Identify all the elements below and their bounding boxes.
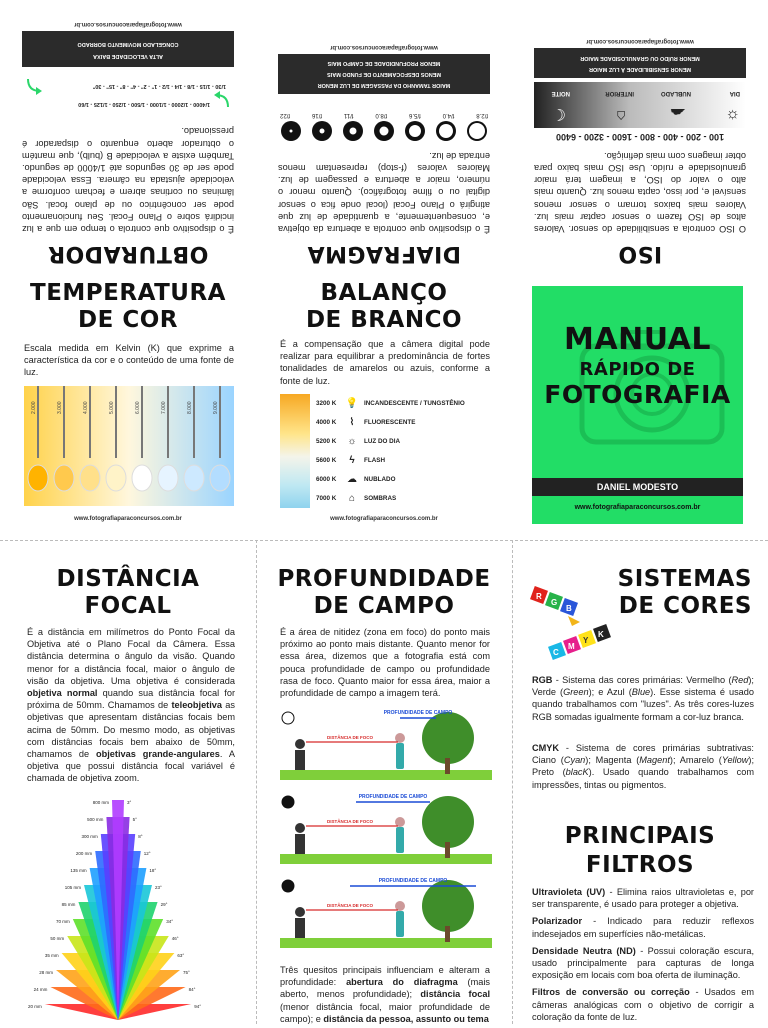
filter-name: Polarizador — [532, 916, 583, 927]
rgb-red: Red — [731, 675, 749, 685]
focal-length-label: 135 mm — [70, 868, 87, 873]
angle-label: 3° — [127, 800, 132, 805]
filter-item — [532, 886, 754, 910]
diafragma-bar-row2: MENOS DESFOCAMENTO DE FUNDO MAIS — [327, 70, 441, 77]
filter-name: Filtros de conversão ou correção — [532, 987, 690, 998]
wb-label: FLASH — [364, 457, 385, 464]
profundidade-bold-abertura: abertura do diafragma — [346, 977, 458, 988]
iso-label-dia: DIA — [729, 89, 740, 96]
cloud-icon: ☁ — [670, 104, 686, 122]
profundidade-bold-distancia-focal: distância focal — [420, 989, 490, 1000]
iso-title: ISO — [617, 241, 663, 266]
distancia-text — [27, 626, 235, 785]
cover-panel — [532, 286, 743, 524]
sistemas-title-line2: DE CORES — [618, 593, 752, 619]
diafragma-text: É o dispositivo que controla a abertura da objetiva e, consequentemente, a quantidade de luz que atingirá o Plano Focal (local onde fica o sensor digital ou o filme fotográfico). Quanto menor o número, maior a abertura e passagem de luz. Maiores valores (f-stop) representam menos entrada de luz. — [278, 150, 490, 234]
obturador-url: www.fotografiaparaconcursos.com.br — [74, 21, 182, 28]
wb-kelvin: 7000 K — [316, 495, 337, 502]
focus-distance-label: DISTÂNCIA DE FOCO — [326, 903, 374, 908]
kelvin-label: 3.000 — [57, 401, 63, 414]
shutter-arrows-graphic — [22, 73, 234, 113]
fstop-labels — [278, 112, 490, 118]
fstop-label: f/2.8 — [476, 111, 488, 118]
obturador-text: É o dispositivo que controla o tempo em que a luz incidirá sobre o Plano Focal. Seu funcionamento pode ser concêntrico ou de plano focal. São lâminas ou cortinas abrem e fecham conforme a velocidade ajustada na câmera. Essa velocidade pode ser de 30 segundos até 1/4000 de segundo. Também existe a velocidade B (bulb), que mantém o obturador aberto enquanto o disparador é pressionado. — [22, 126, 234, 234]
focal-length-label: 85 mm — [61, 902, 76, 907]
sistemas-title-line1: SISTEMAS — [617, 566, 752, 592]
cmyk-cube — [563, 636, 581, 654]
balanco-title-line1: BALANÇO — [320, 280, 448, 306]
shutter-speed-scale — [22, 73, 234, 113]
aperture-icon — [404, 120, 426, 142]
angle-label: 8° — [138, 834, 143, 839]
angle-label: 5° — [132, 817, 137, 822]
filter-desc: - Possui coloração escura, usado principalmente para capturas de longa exposição em locais com boa oferta de iluminação. — [532, 945, 755, 981]
bulb-icon: 💡 — [345, 398, 359, 409]
kelvin-label: 4.000 — [83, 401, 89, 414]
cube-letter: C — [553, 648, 559, 657]
angle-label: 34° — [166, 919, 174, 924]
balanco-url: www.fotografiaparaconcursos.com.br — [330, 516, 438, 522]
distancia-bold-tele: teleobjetiva — [171, 700, 223, 711]
fluorescent-icon: ⌇ — [349, 417, 355, 428]
wb-kelvin: 5600 K — [316, 457, 337, 464]
conversion-arrow-icon — [568, 616, 580, 626]
wb-list — [316, 394, 506, 508]
iso-label-nublado: NUBLADO — [661, 89, 691, 96]
fstop-label: f/22 — [280, 111, 291, 118]
iso-scale: 100 - 200 - 400 - 800 - 1600 - 3200 - 6400 — [555, 131, 725, 142]
profundidade-text2 — [280, 964, 490, 1025]
wb-kelvin: 5200 K — [316, 438, 337, 445]
profundidade-text: É a área de nitidez (zona em foco) do ponto mais próximo ao ponto mais distante. Quanto menor for essa área, dizemos que a fotografia está com pouca profundidade de campo ou profundidade rasa de foco. Quanto maior for essa área, maior a profundidade de campo a imagem terá. — [280, 627, 490, 699]
angle-label: 23° — [155, 885, 162, 890]
wb-gradient-bar — [280, 394, 310, 508]
cube-letter: R — [536, 592, 542, 601]
cmyk-text-e: ). Usado quando trabalhamos com impressões, tintas ou pigmentos. — [532, 767, 754, 790]
rgb-blue: Blue — [631, 687, 651, 698]
dof-diagrams — [280, 708, 492, 960]
angle-label: 63° — [177, 953, 185, 958]
dof-diagram — [280, 708, 492, 788]
cube-letter: G — [551, 598, 558, 607]
cover-title-line2: RÁPIDO DE — [579, 359, 696, 380]
balanco-title-line2: DE BRANCO — [305, 307, 463, 333]
dof-diagram — [280, 792, 492, 872]
angle-label: 18° — [149, 868, 157, 873]
cmyk-black: blacK — [565, 767, 589, 778]
filter-desc: - Elimina raios ultravioletas e, por ser transparente, é usado para proteger a objetiva. — [532, 887, 754, 910]
speeds-bottom: 1/30 - 1/15 - 1/8 - 1/4 - 1/2 - 1" - 2" - 4" - 8" - 15" - 30" — [92, 83, 226, 90]
profundidade-title-line1: PROFUNDIDADE — [277, 566, 491, 592]
cube-letter: Y — [583, 636, 589, 645]
temperatura-text: Escala medida em Kelvin (K) que exprime a característica da cor e o conteúdo de uma fonte de luz. — [24, 343, 234, 378]
filters-list — [532, 886, 754, 1028]
rgb-text — [532, 674, 754, 723]
fstop-label: f/5.6 — [409, 111, 421, 118]
profundidade-text2-d: (menor distância focal, maior profundidade de campo); e — [280, 1001, 490, 1024]
distancia-title-line2: FOCAL — [84, 593, 172, 619]
cmyk-cyan: Cyan — [563, 755, 586, 766]
kelvin-label: 2.000 — [31, 401, 37, 414]
kelvin-label: 7.000 — [161, 401, 167, 414]
wb-item — [316, 470, 506, 489]
cmyk-cube — [548, 642, 566, 660]
cube-letter: M — [568, 642, 575, 651]
panel-obturador — [0, 0, 256, 270]
aperture-icon — [280, 120, 302, 142]
cube-letter: B — [566, 604, 572, 613]
iso-label-interior: INTERIOR — [605, 89, 634, 96]
focal-length-label: 300 mm — [81, 834, 98, 839]
kelvin-bulbs-graphic — [24, 386, 234, 506]
sun-icon: ☼ — [725, 106, 740, 124]
fstop-label: f/16 — [311, 111, 322, 118]
kelvin-bulb — [210, 386, 230, 491]
diafragma-title: DIAFRAGMA — [307, 241, 461, 266]
fstop-label: f/11 — [343, 111, 354, 118]
focus-distance-label: DISTÂNCIA DE FOCO — [326, 819, 374, 824]
cmyk-text-c: ); Amarelo ( — [669, 755, 722, 766]
aperture-row — [278, 120, 490, 142]
aperture-icon — [373, 120, 395, 142]
filter-name: Ultravioleta (UV) — [532, 887, 606, 897]
bulbs-svg — [24, 386, 234, 506]
diafragma-bar-row1: MAIOR TAMANHO DA PASSAGEM DE LUZ MENOR — [317, 81, 451, 88]
rgb-label: RGB — [532, 675, 553, 685]
filter-name: Densidade Neutra (ND) — [532, 945, 636, 956]
filter-item — [532, 915, 754, 939]
wb-item — [316, 432, 506, 451]
aperture-icon — [311, 120, 333, 142]
balanco-text: É a compensação que a câmera digital pode realizar para equilibrar a predominância de fortes tonalidades de amarelos ou azuis, conforme a fonte de luz. — [280, 339, 490, 386]
sun-icon: ☼ — [347, 436, 357, 447]
wb-label: INCANDESCENTE / TUNGSTÊNIO — [364, 400, 465, 407]
wb-label: SOMBRAS — [364, 495, 397, 502]
profundidade-title-line2: DE CAMPO — [313, 593, 455, 619]
panel-iso — [512, 0, 768, 270]
cmyk-cube — [593, 624, 611, 642]
filter-desc: - Indicado para reduzir reflexos indesejados em superfícies não-metálicas. — [532, 916, 754, 939]
wb-kelvin: 6000 K — [316, 476, 337, 483]
distancia-text-d: as objetivas que apresentam distâncias focais bem acima de 50mm. Do mesmo modo, as objetivas com distâncias focais bem abaixo de 50mm, chamamos de — [27, 700, 235, 760]
row-divider — [0, 540, 768, 541]
obturador-title: OBTURADOR — [47, 241, 209, 266]
dof-label: PROFUNDIDADE DE CAMPO — [383, 710, 453, 716]
profundidade-bold-distancia-pessoa: distância da pessoa, assunto ou tema — [323, 1013, 489, 1024]
aperture-icon — [466, 120, 488, 142]
house-icon: ⌂ — [616, 106, 626, 124]
temperatura-url: www.fotografiaparaconcursos.com.br — [74, 516, 182, 522]
focal-length-label: 35 mm — [44, 953, 59, 958]
cmyk-text-b: ); Magenta ( — [585, 755, 640, 766]
filtros-title-line1: PRINCIPAIS — [564, 823, 716, 849]
kelvin-bulb — [158, 386, 178, 491]
diafragma-info-bar — [278, 54, 490, 94]
focal-length-label: 50 mm — [50, 936, 65, 941]
cmyk-text-a: - Sistema de cores primárias subtrativas: Ciano ( — [532, 743, 754, 766]
profundidade-text2-c: (mais aberto, menos profundidade); — [280, 977, 491, 1000]
dof-label: PROFUNDIDADE DE CAMPO — [358, 794, 428, 800]
focal-length-label: 105 mm — [64, 885, 81, 890]
flash-icon: ϟ — [349, 455, 355, 466]
focal-length-label: 24 mm — [33, 987, 48, 992]
kelvin-bulb — [132, 386, 152, 491]
kelvin-label: 5.000 — [109, 401, 115, 414]
kelvin-label: 6.000 — [135, 401, 141, 414]
iso-bar-row2: MENOR RUÍDO OU GRANULOSIDADE MAIOR — [580, 54, 700, 61]
filter-item — [532, 986, 754, 1023]
dof-label: PROFUNDIDADE DE CAMPO — [378, 878, 448, 884]
cmyk-label: CMYK — [532, 743, 560, 753]
kelvin-bulb — [54, 386, 74, 491]
distancia-bold-normal: objetiva normal — [27, 688, 98, 699]
iso-label-noite: NOITE — [551, 89, 570, 96]
obturador-bar-row2: CONGELADO MOVIMENTO BORRADO — [77, 41, 179, 48]
focus-distance-label: DISTÂNCIA DE FOCO — [326, 735, 374, 740]
cmyk-magent: Magent — [639, 755, 670, 766]
cover-url: www.fotografiaparaconcursos.com.br — [574, 504, 701, 511]
distancia-title-line1: DISTÂNCIA — [56, 566, 200, 592]
cloud-icon: ☁ — [347, 474, 357, 485]
iso-bar-row1: MENOR SENSIBILIDADE À LUZ MAIOR — [588, 65, 692, 72]
panel-balanco — [256, 276, 512, 528]
wb-label: LUZ DO DIA — [364, 438, 401, 445]
cover-author: DANIEL MODESTO — [532, 478, 743, 496]
dof-diagram — [280, 876, 492, 956]
kelvin-label: 8.000 — [187, 401, 193, 414]
filter-desc: - Usados em câmeras analógicas com o objetivo de corrigir a coloração da fonte de luz. — [532, 987, 754, 1022]
rgb-text-d: ). Esse sistema é usado quando trabalhamos com "luzes". As três cores-luzes RGB somadas igualmente formam a cor-luz branca. — [532, 687, 755, 722]
wb-item — [316, 413, 506, 432]
iso-info-bar — [534, 48, 746, 78]
focal-length-label: 28 mm — [39, 970, 53, 975]
distancia-text-a: É a distância em milímetros do Ponto Focal da Objetiva até o Plano Focal da Câmera. Essa distância determina o ângulo da visão. Quando menor for a distância focal, maior o ângulo de visão da objetiva. Uma objetiva é considerada — [27, 627, 235, 686]
angle-label: 29° — [160, 902, 168, 907]
distancia-bold-wide: objetivas grande-angulares — [96, 749, 220, 760]
obturador-bar-row1: ALTA VELOCIDADE BAIXA — [93, 53, 163, 60]
distancia-text-e: . A objetiva que possui distância focal variável é chamada de objetiva zoom. — [27, 749, 235, 784]
obturador-info-bar — [22, 31, 234, 67]
iso-text: O ISO controla a sensibilidade do sensor. Valores altos de ISO fazem o sensor captar mais luz. Valores mais baixos tornam o sensor menos sensível e, por isso, capta menos luz. Quanto mais alto o valor do ISO, a imagem terá maior granulosidade e ruído. Use ISO mais baixo para obter imagens com mais definição. — [534, 150, 746, 234]
fstop-label: f/4.0 — [442, 111, 455, 118]
kelvin-bulb — [80, 386, 100, 491]
filtros-title-line2: FILTROS — [585, 852, 695, 878]
focal-length-label: 20 mm — [28, 1004, 42, 1009]
cmyk-yellow: Yellow — [721, 755, 749, 766]
kelvin-bulb — [106, 386, 126, 491]
house-icon: ⌂ — [348, 493, 356, 504]
cmyk-text — [532, 742, 754, 791]
kelvin-bulb — [28, 386, 48, 491]
diafragma-url: www.fotografiaparaconcursos.com.br — [330, 43, 438, 50]
rgb-text-c: ); e Azul ( — [588, 687, 632, 698]
angle-label: 75° — [183, 970, 190, 975]
rgb-green: Green — [563, 687, 589, 698]
wb-label: NUBLADO — [364, 476, 396, 483]
panel-sistemas — [512, 560, 768, 1024]
panel-temperatura — [0, 276, 256, 528]
wb-label: FLUORESCENTE — [364, 419, 416, 426]
kelvin-label: 9.000 — [213, 401, 219, 414]
cmyk-text-d: ); Preto ( — [532, 755, 755, 778]
moon-icon: ☾ — [551, 104, 566, 122]
cube-letter: K — [598, 630, 604, 639]
focal-angle-fan-graphic — [28, 796, 240, 1024]
rgb-text-b: ); Verde ( — [532, 675, 754, 698]
aperture-icon — [435, 120, 457, 142]
panel-profundidade — [256, 560, 512, 1024]
wb-item — [316, 451, 506, 470]
diafragma-bar-row3: MENOR PROFUNDIDADE DE CAMPO MAIS — [327, 59, 441, 66]
wb-item — [316, 394, 506, 413]
temperatura-title-line2: DE COR — [78, 307, 178, 333]
aperture-icon — [342, 120, 364, 142]
temperatura-title-line1: TEMPERATURA — [30, 280, 226, 306]
angle-label: 84° — [188, 987, 196, 992]
angle-label: 12° — [143, 851, 151, 856]
kelvin-bulb — [184, 386, 204, 491]
rgb-text-a: - Sistema das cores primárias: Vermelho ( — [552, 675, 732, 685]
angle-label: 94° — [194, 1004, 202, 1009]
rgb-cube — [545, 592, 563, 610]
rgb-cube — [530, 586, 548, 604]
profundidade-text2-a: Três quesitos principais influenciam e alteram a profundidade: — [280, 965, 490, 988]
focal-length-label: 200 mm — [75, 851, 93, 856]
distancia-text-c: quando sua distância focal for próxima de 50mm. Chamamos de — [27, 688, 235, 711]
rgb-cube — [560, 598, 578, 616]
cover-title-line1: MANUAL — [564, 322, 711, 357]
angle-label: 46° — [171, 936, 179, 941]
wb-kelvin: 3200 K — [316, 400, 337, 407]
wb-kelvin: 4000 K — [316, 419, 337, 426]
focal-length-label: 70 mm — [56, 919, 70, 924]
cover-title-line3: FOTOGRAFIA — [544, 380, 731, 409]
focal-length-label: 800 mm — [92, 800, 109, 805]
iso-url: www.fotografiaparaconcursos.com.br — [586, 37, 694, 44]
cmyk-cube — [578, 630, 596, 648]
fstop-label: f/8.0 — [375, 111, 388, 118]
wb-item — [316, 489, 506, 508]
panel-distancia — [0, 560, 256, 1024]
focal-length-label: 500 mm — [87, 817, 104, 822]
speeds-top: 1/4000 - 1/2000 - 1/1000 - 1/500 - 1/250 - 1/125 - 1/60 — [78, 101, 210, 108]
iso-gradient — [534, 82, 746, 128]
filter-item — [532, 945, 754, 982]
panel-diafragma — [256, 0, 512, 270]
